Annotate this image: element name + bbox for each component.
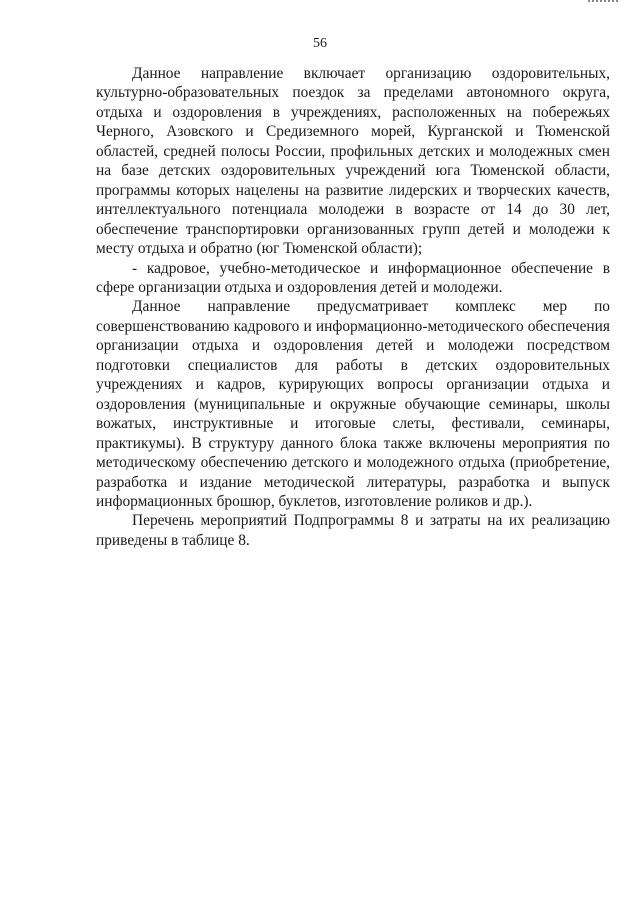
- scan-corner-mark: [588, 0, 618, 7]
- paragraph-staffing-measures: Данное направление предусматривает комплекс мер по совершенствованию кадрового и информационно-методического обеспечения организации отдыха и оздоровления детей и молодежи посредством подготовки специалистов для работы в детских оздоровительных учреждениях и кадров, курирующих вопросы организации отдыха и оздоровления (муниципальные и окружные обучающие семинары, школы вожатых, инструктивные и итоговые слеты, фестивали, семинары, практикумы). В структуру данного блока также включены мероприятия по методическому обеспечению детского и молодежного отдыха (приобретение, разработка и издание методической литературы, разработка и выпуск информационных брошюр, буклетов, изготовление роликов и др.).: [96, 298, 610, 510]
- document-body: [96, 64, 610, 550]
- paragraph-table-reference: Перечень мероприятий Подпрограммы 8 и затраты на их реализацию приведены в таблице 8.: [96, 512, 610, 549]
- paragraph-direction-description: Данное направление включает организацию оздоровительных, культурно-образовательных поездок за пределами автономного округа, отдыха и оздоровления в учреждениях, расположенных на побережьях Черного, Азовского и Средиземного морей, Курганской и Тюменской областей, средней полосы России, профильных детских и молодежных смен на базе детских оздоровительных учреждений юга Тюменской области, программы которых нацелены на развитие лидерских и творческих качеств, интеллектуального потенциала молодежи в возрасте от 14 до 30 лет, обеспечение транспортировки организованных групп детей и молодежи к месту отдыха и обратно (юг Тюменской области);: [96, 65, 610, 258]
- page-number: 56: [313, 36, 327, 51]
- paragraph-staffing-item: - кадровое, учебно-методическое и информационное обеспечение в сфере организации отдыха и оздоровления детей и молодежи.: [96, 259, 610, 296]
